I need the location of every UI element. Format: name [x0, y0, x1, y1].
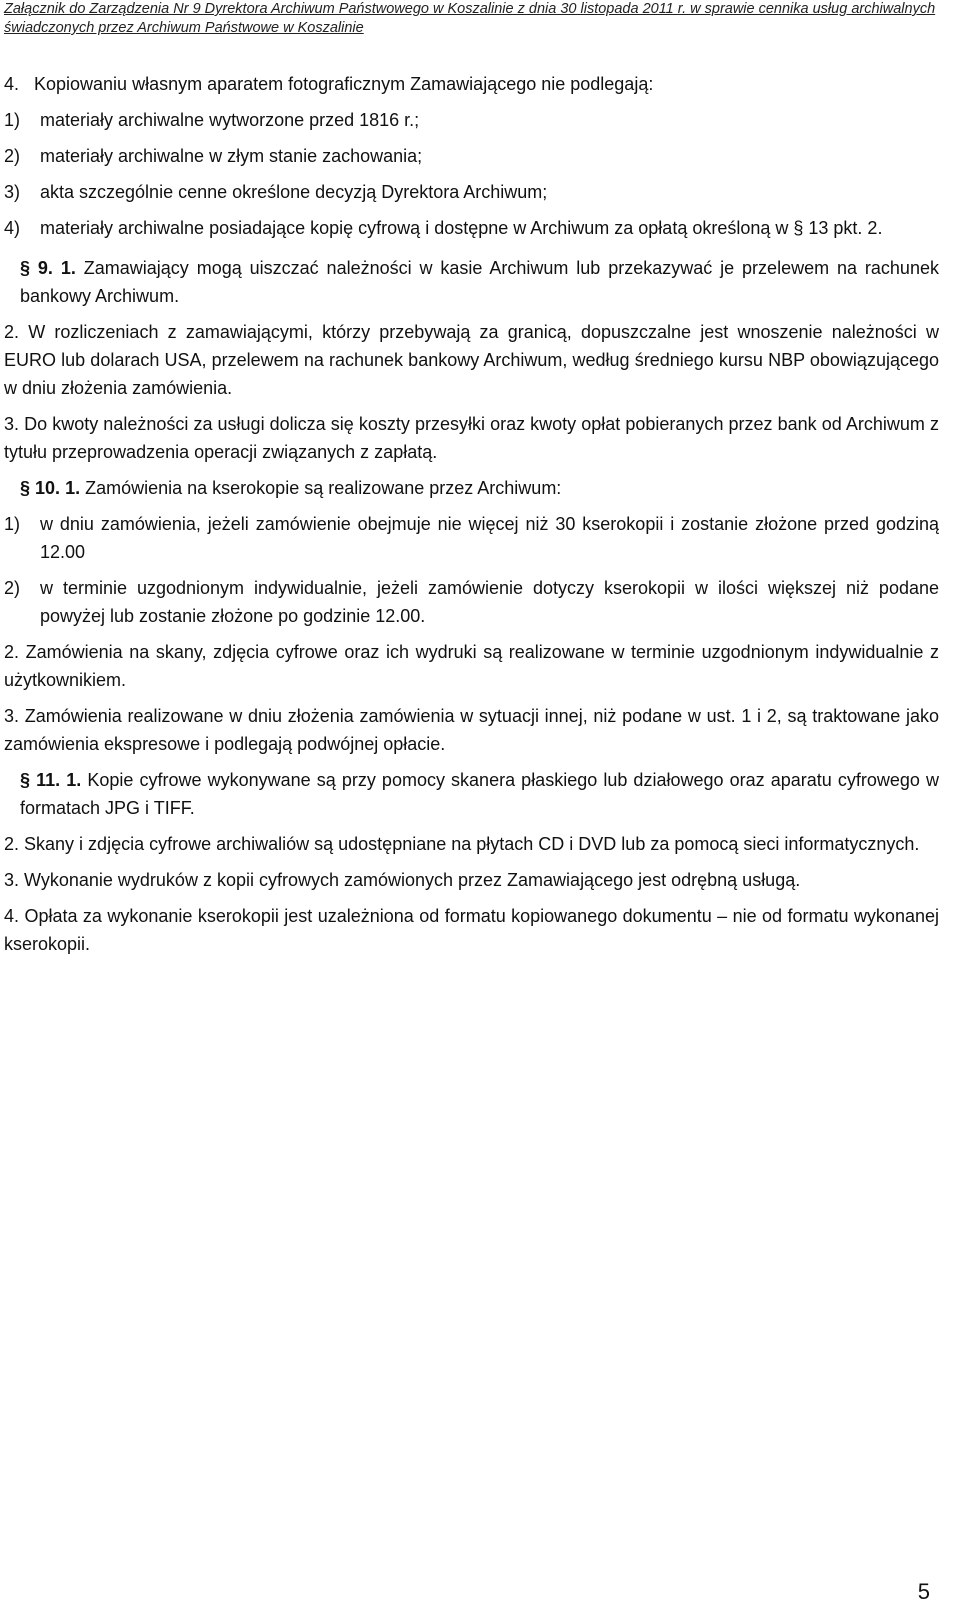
list-item — [4, 510, 939, 566]
list-item-number: 4) — [4, 218, 21, 238]
list-item-text: akta szczególnie cenne określone decyzją Dyrektora Archiwum; — [40, 182, 548, 202]
section-9-p3-text: Do kwoty należności za usługi dolicza się koszty przesyłki oraz kwoty opłat pobieranych przez bank od Archiwum z tytułu przeprowadzenia operacji związanych z zapłatą. — [4, 414, 939, 462]
list-item — [4, 142, 939, 170]
section-10-paragraph-2 — [4, 638, 939, 694]
section-11-paragraph-1 — [4, 766, 939, 822]
section-10-p3-number: 3. — [4, 706, 20, 726]
section-11-paragraph-2 — [4, 830, 939, 858]
section-9-p1-number: 1. — [60, 258, 76, 278]
list-item-number: 2) — [4, 146, 21, 166]
list-item-text: materiały archiwalne wytworzone przed 1816 r.; — [40, 110, 420, 130]
list-item — [4, 214, 939, 242]
section-10-paragraph-1 — [4, 474, 939, 502]
point-4 — [4, 70, 939, 98]
list-item — [4, 178, 939, 206]
section-9-label: § 9. — [20, 258, 53, 278]
document-body — [4, 70, 939, 966]
section-11-p4-number: 4. — [4, 906, 20, 926]
page-number: 5 — [917, 1579, 930, 1604]
section-10-paragraph-3 — [4, 702, 939, 758]
header-line-1: Załącznik do Zarządzenia Nr 9 Dyrektora Archiwum Państwowego w Koszalinie z dnia 30 listopada 2011 r. w sprawie cennika usług archiwalnych — [4, 1, 936, 17]
section-10-label: § 10. — [20, 478, 61, 498]
section-9-p2-text: W rozliczeniach z zamawiającymi, którzy przebywają za granicą, dopuszczalne jest wnoszenie należności w EURO lub dolarach USA, przelewem na rachunek bankowy Archiwum, według średniego kursu NBP obowiązującego w dniu złożenia zamówienia. — [4, 322, 939, 398]
section-11-p1-number: 1. — [66, 770, 82, 790]
list-item-text: materiały archiwalne posiadające kopię cyfrową i dostępne w Archiwum za opłatą określoną w § 13 pkt. 2. — [40, 218, 883, 238]
point-4-number: 4. — [4, 74, 20, 94]
list-item-number: 1) — [4, 110, 21, 130]
section-11-p1-text: Kopie cyfrowe wykonywane są przy pomocy skanera płaskiego lub działowego oraz aparatu cyfrowego w formatach JPG i TIFF. — [20, 770, 939, 818]
section-10-p1-text: Zamówienia na kserokopie są realizowane przez Archiwum: — [85, 478, 562, 498]
list-item-number: 3) — [4, 182, 21, 202]
section-9-paragraph-2 — [4, 318, 939, 402]
section-11-p3-text: Wykonanie wydruków z kopii cyfrowych zamówionych przez Zamawiającego jest odrębną usługą. — [24, 870, 801, 890]
section-11-paragraph-4 — [4, 902, 939, 958]
list-item-text: w dniu zamówienia, jeżeli zamówienie obejmuje nie więcej niż 30 kserokopii i zostanie złożone przed godziną 12.00 — [40, 514, 939, 562]
section-10-p1-number: 1. — [65, 478, 81, 498]
list-item — [4, 574, 939, 630]
list-item-number: 1) — [4, 514, 21, 534]
section-9-paragraph-3 — [4, 410, 939, 466]
section-9-p1-text: Zamawiający mogą uiszczać należności w kasie Archiwum lub przekazywać je przelewem na rachunek bankowy Archiwum. — [20, 258, 939, 306]
section-11-p3-number: 3. — [4, 870, 20, 890]
point-4-text: Kopiowaniu własnym aparatem fotograficznym Zamawiającego nie podlegają: — [34, 74, 654, 94]
section-10-p3-text: Zamówienia realizowane w dniu złożenia zamówienia w sytuacji innej, niż podane w ust. 1 i 2, są traktowane jako zamówienia ekspresowe i podlegają podwójnej opłacie. — [4, 706, 939, 754]
section-11-p4-text: Opłata za wykonanie kserokopii jest uzależniona od formatu kopiowanego dokumentu – nie od formatu wykonanej kserokopii. — [4, 906, 939, 954]
section-9-p2-number: 2. — [4, 322, 20, 342]
page-header — [4, 0, 949, 38]
section-9-p3-number: 3. — [4, 414, 20, 434]
section-11-label: § 11. — [20, 770, 61, 790]
section-11-paragraph-3 — [4, 866, 939, 894]
section-11-p2-text: Skany i zdjęcia cyfrowe archiwaliów są udostępniane na płytach CD i DVD lub za pomocą sieci informatycznych. — [24, 834, 920, 854]
list-item-text: w terminie uzgodnionym indywidualnie, jeżeli zamówienie dotyczy kserokopii w ilości większej niż podane powyżej lub zostanie złożone po godzinie 12.00. — [40, 578, 939, 626]
list-item-text: materiały archiwalne w złym stanie zachowania; — [40, 146, 423, 166]
section-10-p2-number: 2. — [4, 642, 20, 662]
list-item-number: 2) — [4, 578, 21, 598]
header-line-2: świadczonych przez Archiwum Państwowe w Koszalinie — [4, 20, 364, 36]
section-10-p2-text: Zamówienia na skany, zdjęcia cyfrowe oraz ich wydruki są realizowane w terminie uzgodnionym indywidualnie z użytkownikiem. — [4, 642, 939, 690]
section-9-paragraph-1 — [4, 254, 939, 310]
section-11-p2-number: 2. — [4, 834, 20, 854]
list-item — [4, 106, 939, 134]
